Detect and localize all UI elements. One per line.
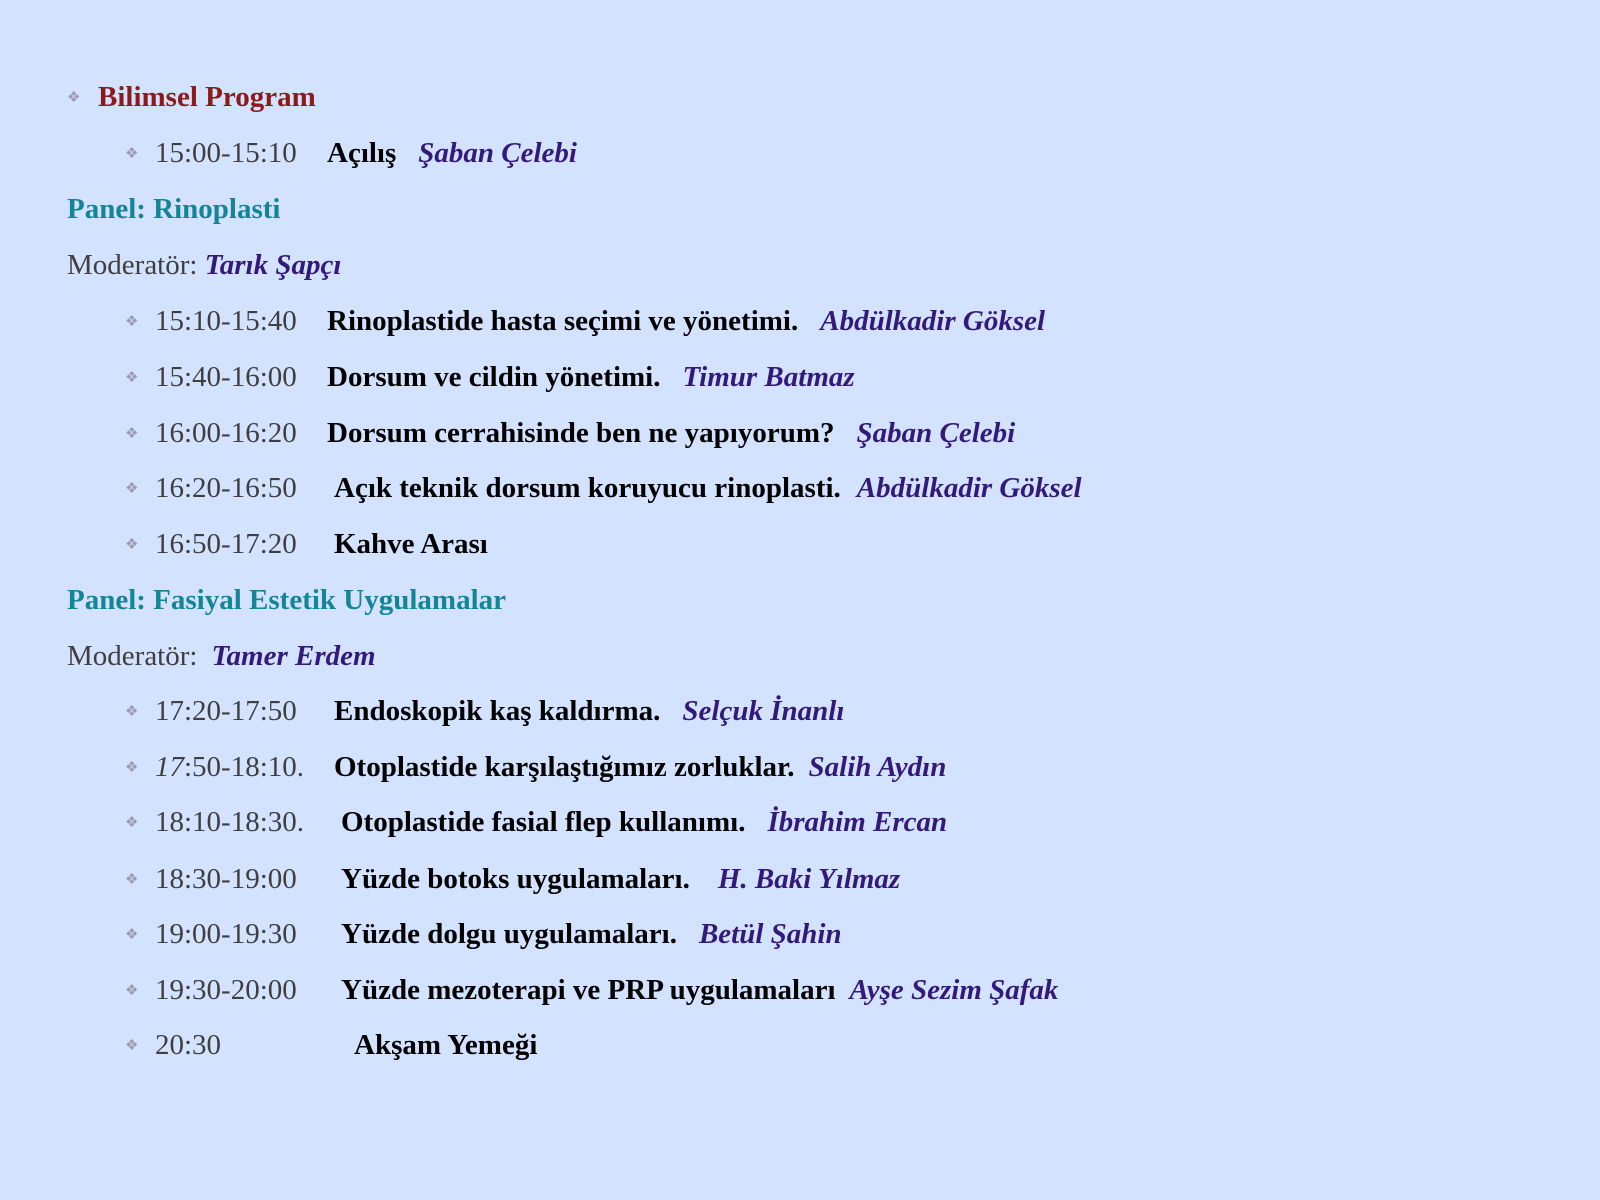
moderator-name: Tarık Şapçı xyxy=(204,249,342,281)
diamond-bullet-icon: ❖ xyxy=(125,426,139,442)
panel-heading: Panel: Rinoplasti xyxy=(67,193,281,225)
moderator-label: Moderatör: xyxy=(67,640,198,672)
session-item xyxy=(327,359,855,395)
session-speaker: Selçuk İnanlı xyxy=(682,695,845,727)
moderator-line xyxy=(67,638,376,674)
diamond-bullet-icon: ❖ xyxy=(125,927,139,943)
session-item xyxy=(334,526,488,562)
moderator-line xyxy=(67,247,341,283)
panel-heading: Panel: Fasiyal Estetik Uygulamalar xyxy=(67,584,507,616)
session-time: 15:10-15:40 xyxy=(155,305,297,337)
session-speaker: H. Baki Yılmaz xyxy=(717,863,901,895)
diamond-bullet-icon: ❖ xyxy=(125,815,139,831)
session-time: 19:00-19:30 xyxy=(155,918,297,950)
session-speaker: Abdülkadir Göksel xyxy=(820,305,1046,337)
session-time: 15:00-15:10 xyxy=(155,137,297,169)
session-title: Açılış xyxy=(327,137,397,169)
session-title: Dorsum cerrahisinde ben ne yapıyorum? xyxy=(327,417,835,449)
diamond-bullet-icon: ❖ xyxy=(125,760,139,776)
session-title: Dorsum ve cildin yönetimi. xyxy=(327,361,661,393)
session-speaker: Şaban Çelebi xyxy=(418,137,577,169)
session-title: Yüzde dolgu uygulamaları. xyxy=(341,918,677,950)
session-time: 16:50-17:20 xyxy=(155,528,297,560)
session-title: Yüzde botoks uygulamaları. xyxy=(341,863,690,895)
session-time: 18:30-19:00 xyxy=(155,863,297,895)
diamond-bullet-icon: ❖ xyxy=(125,872,139,888)
session-time-italic: 17 xyxy=(155,751,184,783)
diamond-bullet-icon: ❖ xyxy=(125,704,139,720)
session-time: 16:20-16:50 xyxy=(155,472,297,504)
diamond-bullet-icon: ❖ xyxy=(125,537,139,553)
session-speaker: İbrahim Ercan xyxy=(767,806,948,838)
session-title: Otoplastide fasial flep kullanımı. xyxy=(341,806,746,838)
session-title: Kahve Arası xyxy=(334,528,488,560)
diamond-bullet-icon: ❖ xyxy=(125,370,139,386)
session-time xyxy=(155,749,304,785)
diamond-bullet-icon: ❖ xyxy=(125,314,139,330)
session-time-rest: :50-18:10. xyxy=(184,751,305,783)
session-speaker: Salih Aydın xyxy=(808,751,947,783)
session-title: Otoplastide karşılaştığımız zorluklar. xyxy=(334,751,795,783)
session-item xyxy=(327,303,1045,339)
session-time: 17:20-17:50 xyxy=(155,695,297,727)
diamond-bullet-icon: ❖ xyxy=(125,146,139,162)
moderator-name: Tamer Erdem xyxy=(211,640,376,672)
session-item xyxy=(327,135,577,171)
session-title: Akşam Yemeği xyxy=(354,1029,538,1061)
session-speaker: Ayşe Sezim Şafak xyxy=(849,974,1059,1006)
session-time: 15:40-16:00 xyxy=(155,361,297,393)
session-item xyxy=(341,916,842,952)
session-time: 19:30-20:00 xyxy=(155,974,297,1006)
session-item xyxy=(334,693,844,729)
diamond-bullet-icon: ❖ xyxy=(125,983,139,999)
session-item xyxy=(327,415,1015,451)
session-item xyxy=(341,972,1058,1008)
session-item xyxy=(341,804,947,840)
session-item xyxy=(334,470,1082,506)
session-item xyxy=(341,861,900,897)
session-speaker: Abdülkadir Göksel xyxy=(856,472,1082,504)
session-title: Endoskopik kaş kaldırma. xyxy=(334,695,661,727)
diamond-bullet-icon: ❖ xyxy=(125,1038,139,1054)
session-speaker: Betül Şahin xyxy=(698,918,842,950)
diamond-bullet-icon: ❖ xyxy=(125,481,139,497)
session-title: Rinoplastide hasta seçimi ve yönetimi. xyxy=(327,305,799,337)
moderator-label: Moderatör: xyxy=(67,249,198,281)
session-title: Açık teknik dorsum koruyucu rinoplasti. xyxy=(334,472,841,504)
session-item xyxy=(354,1027,537,1063)
session-time: 18:10-18:30. xyxy=(155,806,305,838)
program-heading: Bilimsel Program xyxy=(98,81,316,113)
session-title: Yüzde mezoterapi ve PRP uygulamaları xyxy=(341,974,836,1006)
session-speaker: Şaban Çelebi xyxy=(856,417,1016,449)
diamond-bullet-icon: ❖ xyxy=(67,90,81,106)
session-speaker: Timur Batmaz xyxy=(682,361,855,393)
session-time: 16:00-16:20 xyxy=(155,417,297,449)
session-time: 20:30 xyxy=(155,1029,222,1061)
session-item xyxy=(334,749,946,785)
